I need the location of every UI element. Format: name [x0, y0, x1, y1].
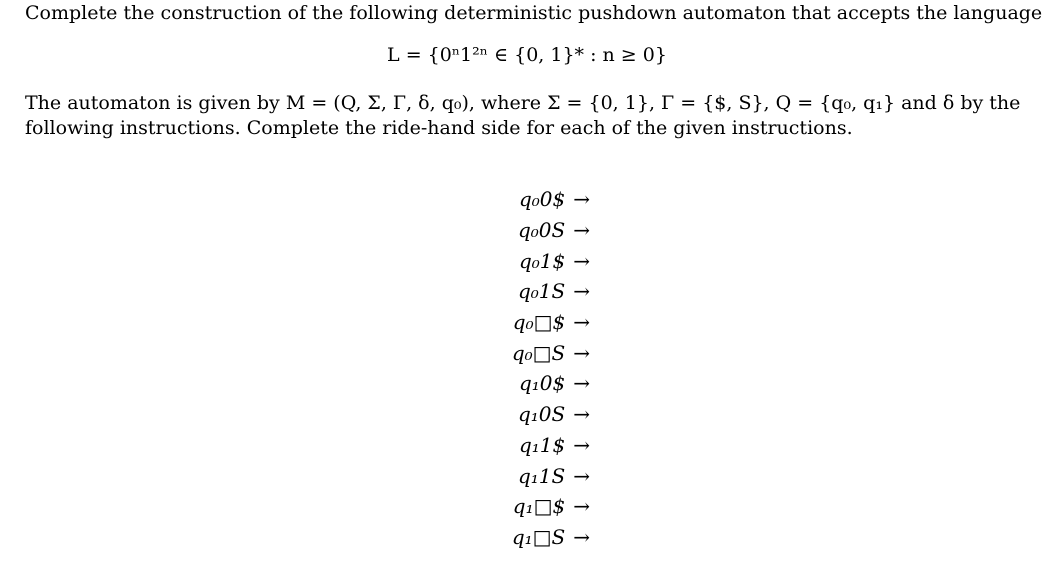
- rule-lhs: q₀0$: [518, 187, 566, 212]
- transition-rule: [430, 245, 590, 276]
- transition-rule: [430, 184, 590, 215]
- transition-rule: [430, 491, 590, 522]
- transition-rule: [430, 215, 590, 246]
- arrow-icon: →: [573, 524, 590, 549]
- language-definition: L = {0ⁿ1²ⁿ ∈ {0, 1}* : n ≥ 0}: [387, 44, 667, 66]
- arrow-icon: →: [573, 402, 590, 427]
- arrow-icon: →: [573, 371, 590, 396]
- transition-rule: [430, 276, 590, 307]
- rule-lhs: q₀□$: [512, 310, 566, 335]
- transition-rules-list: [430, 184, 590, 552]
- rule-lhs: q₁1$: [518, 432, 566, 457]
- arrow-icon: →: [573, 340, 590, 365]
- transition-rule: [430, 522, 590, 553]
- rule-lhs: q₀0S: [517, 218, 566, 243]
- transition-rule: [430, 337, 590, 368]
- description-line-1: The automaton is given by M = (Q, Σ, Γ, δ, q₀), where Σ = {0, 1}, Γ = {$, S}, Q = {q₀, q₁} and δ by the: [25, 92, 1021, 114]
- intro-text: Complete the construction of the following deterministic pushdown automaton that accepts the language: [25, 2, 1043, 24]
- arrow-icon: →: [573, 248, 590, 273]
- arrow-icon: →: [573, 279, 590, 304]
- transition-rule: [430, 399, 590, 430]
- arrow-icon: →: [573, 218, 590, 243]
- transition-rule: [430, 368, 590, 399]
- description-line-2: following instructions. Complete the ride-hand side for each of the given instructions.: [25, 117, 853, 139]
- transition-rule: [430, 430, 590, 461]
- transition-rule: [430, 460, 590, 491]
- arrow-icon: →: [573, 494, 590, 519]
- rule-lhs: q₀1$: [518, 248, 566, 273]
- rule-lhs: q₁0$: [518, 371, 566, 396]
- rule-lhs: q₁1S: [517, 463, 566, 488]
- arrow-icon: →: [573, 432, 590, 457]
- rule-lhs: q₀1S: [517, 279, 566, 304]
- arrow-icon: →: [573, 463, 590, 488]
- rule-lhs: q₁□$: [512, 494, 566, 519]
- arrow-icon: →: [573, 187, 590, 212]
- rule-lhs: q₀□S: [511, 340, 566, 365]
- rule-lhs: q₁□S: [511, 524, 566, 549]
- rule-lhs: q₁0S: [517, 402, 566, 427]
- arrow-icon: →: [573, 310, 590, 335]
- transition-rule: [430, 307, 590, 338]
